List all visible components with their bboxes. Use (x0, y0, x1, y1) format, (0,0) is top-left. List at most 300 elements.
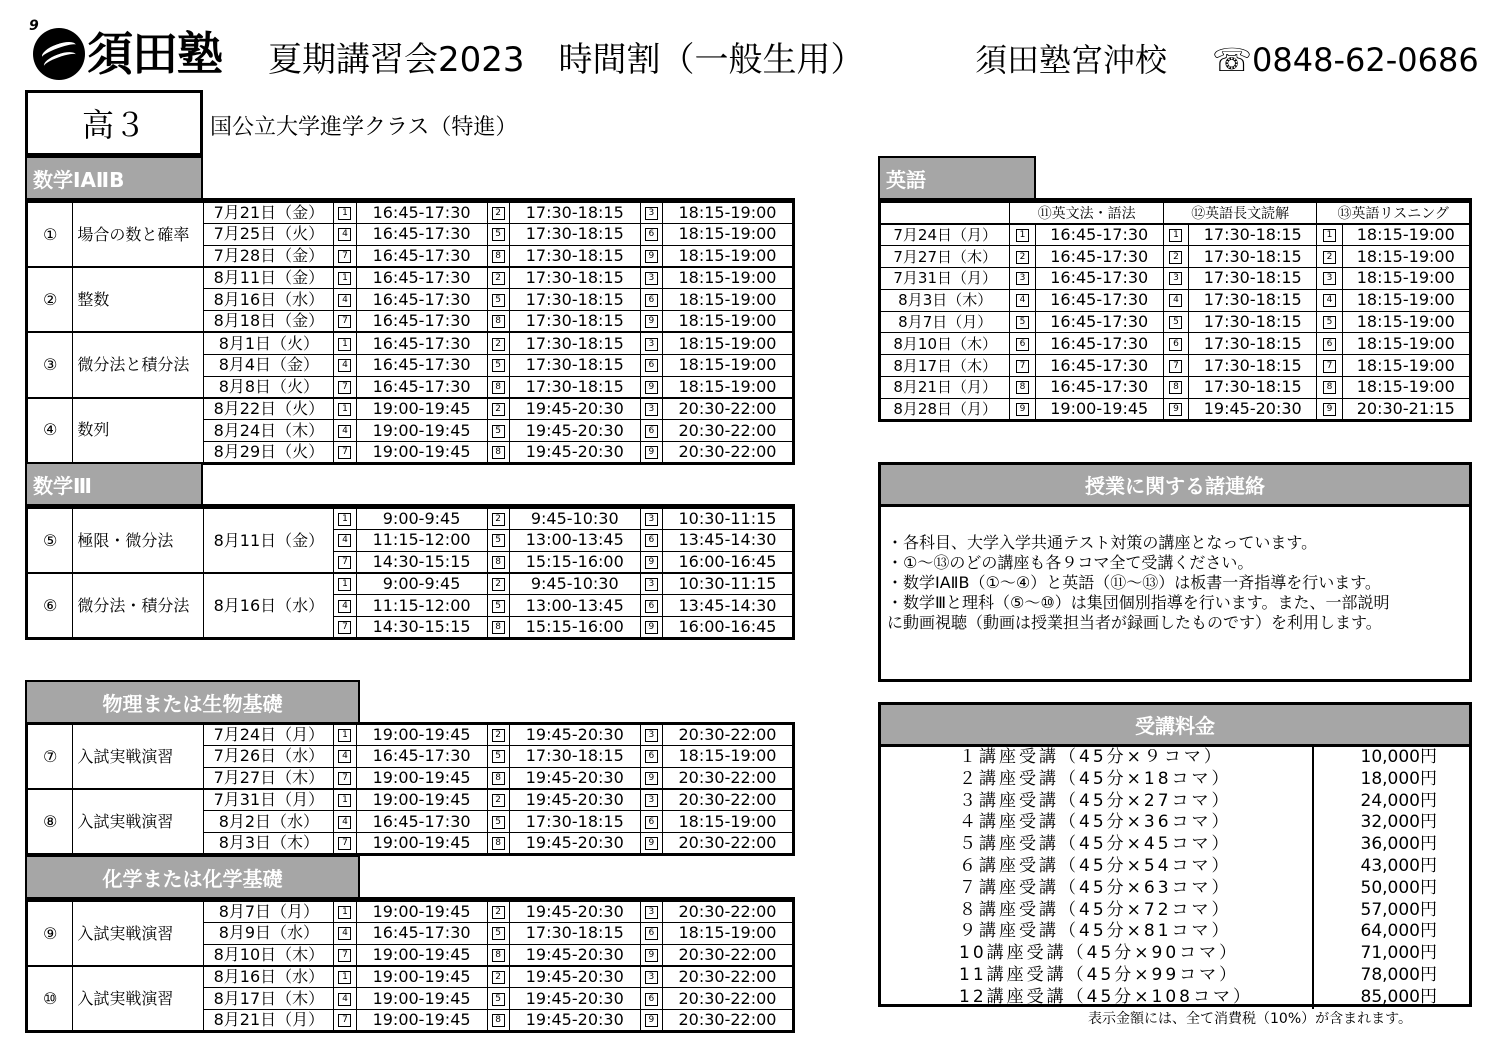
slot-number (640, 508, 662, 530)
slot-time: 17:30-18:15 (1189, 355, 1317, 377)
slot-number-box: 5 (1016, 316, 1029, 329)
slot-number (487, 354, 509, 376)
slot-time: 19:45-20:30 (509, 441, 640, 463)
slot-number-box: 3 (645, 513, 658, 526)
slot-number-box: 8 (1323, 381, 1336, 394)
slot-number-box: 3 (645, 403, 658, 416)
course-topic: 場合の数と確率 (73, 202, 204, 268)
slot-number-box: 8 (492, 621, 505, 634)
slot-time: 17:30-18:15 (509, 202, 640, 224)
session-date: 7月31日（月） (880, 268, 1010, 290)
slot-time: 16:45-17:30 (1035, 333, 1163, 355)
slot-number-box: 1 (338, 207, 351, 220)
slot-number (334, 441, 356, 463)
slot-number (640, 551, 662, 573)
slot-number-box: 7 (338, 381, 351, 394)
slot-number (487, 267, 509, 289)
slot-number (640, 332, 662, 354)
slot-time: 19:45-20:30 (509, 988, 640, 1010)
slot-time: 20:30-22:00 (662, 767, 793, 789)
table-row (27, 789, 794, 811)
column-header: ⑬英語リスニング (1317, 202, 1471, 225)
slot-number-box: 8 (492, 250, 505, 263)
slot-number-box: 9 (1323, 403, 1336, 416)
slot-number-box: 2 (492, 794, 505, 807)
session-date: 8月24日（木） (204, 420, 334, 442)
slot-number-box: 9 (645, 772, 658, 785)
slot-number-box: 5 (1323, 316, 1336, 329)
fee-header: 受講料金 (881, 705, 1469, 747)
slot-number (1163, 377, 1188, 399)
fee-amount: 10,000円 (1360, 747, 1437, 767)
session-date: 7月21日（金） (204, 202, 334, 224)
slot-number-box: 1 (338, 971, 351, 984)
slot-time: 19:00-19:45 (356, 901, 487, 923)
slot-number-box: 1 (338, 794, 351, 807)
session-date: 8月3日（木） (880, 289, 1010, 311)
slot-time: 17:30-18:15 (509, 376, 640, 398)
course-topic: 数列 (73, 398, 204, 464)
session-date: 8月1日（火） (204, 332, 334, 354)
notes-header: 授業に関する諸連絡 (881, 465, 1469, 507)
slot-number (487, 944, 509, 966)
slot-number (487, 245, 509, 267)
slot-time: 16:45-17:30 (356, 811, 487, 833)
slot-number (487, 420, 509, 442)
slot-number-box: 3 (645, 794, 658, 807)
slot-number-box: 1 (1323, 229, 1336, 242)
slot-time: 18:15-19:00 (662, 746, 793, 768)
slot-number (487, 811, 509, 833)
slot-number (487, 789, 509, 811)
slot-number-box: 7 (338, 949, 351, 962)
slot-time: 16:45-17:30 (1035, 311, 1163, 333)
slot-time: 17:30-18:15 (509, 354, 640, 376)
course-number: ③ (27, 332, 73, 397)
slot-number-box: 2 (492, 338, 505, 351)
fee-amount: 57,000円 (1360, 899, 1437, 920)
slot-number-box: 8 (492, 949, 505, 962)
table-row (27, 966, 794, 988)
slot-number-box: 6 (645, 359, 658, 372)
slot-number (640, 202, 662, 224)
slot-number-box: 5 (492, 359, 505, 372)
slot-number (334, 224, 356, 246)
slot-number (487, 746, 509, 768)
slot-number-box: 2 (1323, 251, 1336, 264)
slot-time: 19:45-20:30 (509, 420, 640, 442)
fee-amount: 24,000円 (1360, 790, 1437, 811)
session-date: 8月29日（火） (204, 441, 334, 463)
fee-amount: 32,000円 (1360, 812, 1437, 833)
slot-time: 17:30-18:15 (509, 224, 640, 246)
slot-number (1010, 246, 1035, 268)
note-line: に動画視聴（動画は授業担当者が録画したものです）を利用します。 (887, 613, 1382, 632)
slot-time: 14:30-15:15 (356, 617, 487, 639)
slot-number (1010, 355, 1035, 377)
slot-time: 9:45-10:30 (509, 573, 640, 595)
slot-number (1317, 289, 1342, 311)
slot-number (640, 441, 662, 463)
logo-mark-icon (33, 28, 85, 80)
slot-number-box: 9 (645, 446, 658, 459)
slot-number-box: 4 (338, 534, 351, 547)
slot-number-box: 4 (338, 359, 351, 372)
section-header-chem: 化学または化学基礎 (25, 855, 360, 899)
session-date: 7月24日（月） (880, 224, 1010, 246)
slot-number-box: 9 (645, 949, 658, 962)
fee-box (878, 702, 1472, 1007)
slot-number (334, 767, 356, 789)
slot-number (334, 1010, 356, 1032)
slot-time: 18:15-19:00 (1342, 355, 1470, 377)
slot-number-box: 8 (492, 1014, 505, 1027)
slot-number-box: 9 (645, 837, 658, 850)
slot-number (640, 354, 662, 376)
slot-number-box: 8 (1016, 381, 1029, 394)
note-line: ・数学Ⅲと理科（⑤～⑩）は集団個別指導を行います。また、一部説明 (887, 593, 1390, 612)
fee-amount: 18,000円 (1360, 768, 1437, 789)
phone-number: ☏0848-62-0686 (1212, 41, 1479, 79)
school-name: 須田塾宮沖校 (975, 41, 1168, 79)
slot-number-box: 3 (1169, 272, 1182, 285)
grade-label: 高３ (25, 90, 203, 156)
slot-time: 17:30-18:15 (509, 923, 640, 945)
slot-time: 19:45-20:30 (1189, 398, 1317, 420)
slot-number (487, 595, 509, 617)
slot-number-box: 8 (492, 556, 505, 569)
slot-time: 20:30-22:00 (662, 833, 793, 855)
fee-label: １講座受講（45分×９コマ） (959, 747, 1224, 767)
slot-number-box: 7 (1016, 360, 1029, 373)
slot-time: 16:45-17:30 (356, 376, 487, 398)
slot-number-box: 4 (338, 750, 351, 763)
slot-number (487, 202, 509, 224)
slot-time: 19:45-20:30 (509, 767, 640, 789)
slot-number (487, 441, 509, 463)
slot-time: 20:30-22:00 (662, 724, 793, 746)
slot-number (334, 988, 356, 1010)
session-date: 8月10日（木） (880, 333, 1010, 355)
slot-number (487, 988, 509, 1010)
slot-number (1163, 311, 1188, 333)
slot-time: 20:30-22:00 (662, 944, 793, 966)
slot-time: 18:15-19:00 (662, 923, 793, 945)
slot-number (640, 420, 662, 442)
course-number: ① (27, 202, 73, 268)
slot-number (640, 966, 662, 988)
slot-number-box: 9 (1169, 403, 1182, 416)
slot-time: 10:30-11:15 (662, 573, 793, 595)
slot-number-box: 3 (645, 338, 658, 351)
slot-number-box: 7 (338, 250, 351, 263)
slot-number (487, 551, 509, 573)
slot-time: 18:15-19:00 (662, 811, 793, 833)
session-date: 7月28日（金） (204, 245, 334, 267)
table-row (27, 573, 794, 595)
slot-number (640, 289, 662, 311)
slot-number-box: 1 (338, 906, 351, 919)
slot-number-box: 7 (338, 315, 351, 328)
slot-number-box: 6 (645, 294, 658, 307)
slot-time: 18:15-19:00 (1342, 224, 1470, 246)
slot-number-box: 4 (338, 425, 351, 438)
slot-time: 19:00-19:45 (356, 1010, 487, 1032)
slot-time: 13:45-14:30 (662, 595, 793, 617)
slot-time: 18:15-19:00 (662, 354, 793, 376)
slot-time: 20:30-21:15 (1342, 398, 1470, 420)
slot-number-box: 8 (492, 446, 505, 459)
slot-number (640, 245, 662, 267)
slot-time: 18:15-19:00 (662, 311, 793, 333)
slot-number-box: 6 (645, 816, 658, 829)
slot-number (1163, 268, 1188, 290)
fee-label: ２講座受講（45分×18コマ） (959, 768, 1232, 789)
slot-number-box: 6 (645, 534, 658, 547)
slot-number (640, 376, 662, 398)
course-name: 国公立大学進学クラス（特進） (210, 115, 518, 140)
slot-time: 20:30-22:00 (662, 420, 793, 442)
slot-number-box: 9 (645, 621, 658, 634)
slot-number-box: 4 (338, 816, 351, 829)
slot-number-box: 5 (492, 600, 505, 613)
slot-number (1010, 398, 1035, 420)
slot-time: 16:45-17:30 (356, 746, 487, 768)
slot-time: 19:00-19:45 (356, 833, 487, 855)
slot-number-box: 7 (1169, 360, 1182, 373)
slot-time: 18:15-19:00 (662, 224, 793, 246)
slot-number (334, 311, 356, 333)
slot-time: 18:15-19:00 (1342, 377, 1470, 399)
slot-time: 19:00-19:45 (356, 724, 487, 746)
slot-number (1317, 398, 1342, 420)
slot-number-box: 7 (338, 446, 351, 459)
slot-number (640, 724, 662, 746)
slot-time: 19:00-19:45 (356, 441, 487, 463)
slot-number-box: 6 (645, 228, 658, 241)
slot-time: 11:15-12:00 (356, 595, 487, 617)
slot-number (334, 420, 356, 442)
slot-number-box: 2 (492, 207, 505, 220)
slot-time: 16:00-16:45 (662, 551, 793, 573)
slot-number (334, 289, 356, 311)
slot-number (334, 944, 356, 966)
slot-time: 19:45-20:30 (509, 966, 640, 988)
slot-number (640, 224, 662, 246)
slot-time: 19:45-20:30 (509, 789, 640, 811)
slot-number-box: 2 (1169, 251, 1182, 264)
slot-time: 16:45-17:30 (1035, 289, 1163, 311)
slot-time: 20:30-22:00 (662, 441, 793, 463)
slot-number-box: 9 (645, 1014, 658, 1027)
slot-number-box: 6 (645, 750, 658, 763)
slot-time: 18:15-19:00 (662, 202, 793, 224)
slot-time: 18:15-19:00 (1342, 333, 1470, 355)
slot-number (1317, 311, 1342, 333)
course-topic: 入試実戦演習 (73, 789, 204, 855)
slot-number (334, 573, 356, 595)
slot-number-box: 2 (492, 729, 505, 742)
course-number: ⑦ (27, 724, 73, 790)
chem-schedule-table (25, 899, 795, 1033)
slot-time: 18:15-19:00 (662, 289, 793, 311)
table-row (27, 202, 794, 224)
slot-time: 18:15-19:00 (662, 376, 793, 398)
note-line: ・各科目、大学入学共通テスト対策の講座となっています。 (887, 533, 1318, 552)
logo-number: 9 (29, 18, 39, 34)
table-row (27, 724, 794, 746)
slot-number (487, 376, 509, 398)
slot-time: 9:00-9:45 (356, 508, 487, 530)
slot-number (640, 398, 662, 420)
slot-number-box: 6 (1016, 338, 1029, 351)
slot-time: 20:30-22:00 (662, 988, 793, 1010)
slot-time: 18:15-19:00 (662, 267, 793, 289)
session-date: 8月7日（月） (204, 901, 334, 923)
slot-number-box: 4 (338, 993, 351, 1006)
slot-number (334, 398, 356, 420)
session-date: 7月26日（水） (204, 746, 334, 768)
course-number: ⑩ (27, 966, 73, 1032)
slot-time: 13:45-14:30 (662, 530, 793, 552)
slot-number-box: 5 (492, 993, 505, 1006)
slot-number (640, 944, 662, 966)
slot-number-box: 8 (1169, 381, 1182, 394)
slot-number-box: 4 (1169, 294, 1182, 307)
course-topic: 入試実戦演習 (73, 724, 204, 790)
fee-labels (881, 747, 1314, 1009)
slot-time: 17:30-18:15 (1189, 268, 1317, 290)
page-title: 夏期講習会2023 時間割（一般生用） (268, 40, 865, 80)
table-row (880, 246, 1471, 268)
slot-number-box: 4 (338, 228, 351, 241)
slot-number-box: 8 (492, 381, 505, 394)
slot-time: 14:30-15:15 (356, 551, 487, 573)
slot-number (487, 966, 509, 988)
slot-number-box: 5 (1169, 316, 1182, 329)
fee-label: ４講座受講（45分×36コマ） (959, 812, 1232, 833)
slot-number (487, 530, 509, 552)
slot-time: 10:30-11:15 (662, 508, 793, 530)
slot-time: 19:45-20:30 (509, 1010, 640, 1032)
slot-time: 16:45-17:30 (356, 224, 487, 246)
slot-number (1163, 246, 1188, 268)
slot-number-box: 1 (338, 513, 351, 526)
table-row (880, 398, 1471, 420)
slot-time: 13:00-13:45 (509, 595, 640, 617)
slot-number (334, 966, 356, 988)
table-row (880, 224, 1471, 246)
slot-number-box: 4 (338, 600, 351, 613)
slot-number (487, 901, 509, 923)
slot-number-box: 6 (645, 927, 658, 940)
slot-number-box: 7 (338, 621, 351, 634)
slot-number (1317, 377, 1342, 399)
slot-number (640, 923, 662, 945)
slot-number-box: 3 (645, 906, 658, 919)
fee-label: ６講座受講（45分×54コマ） (959, 855, 1232, 876)
note-line: ・数学ⅠAⅡB（①～④）と英語（⑪～⑬）は板書一斉指導を行います。 (887, 573, 1381, 592)
slot-number (1317, 246, 1342, 268)
slot-number (1317, 333, 1342, 355)
slot-number-box: 4 (338, 927, 351, 940)
slot-number (487, 289, 509, 311)
course-number: ⑧ (27, 789, 73, 855)
slot-number-box: 3 (645, 971, 658, 984)
slot-number-box: 9 (645, 250, 658, 263)
slot-time: 17:30-18:15 (509, 311, 640, 333)
fee-amount: 64,000円 (1360, 921, 1437, 942)
section-header-math1: 数学ⅠAⅡB (25, 156, 203, 200)
table-row (880, 333, 1471, 355)
fee-amount: 85,000円 (1360, 986, 1437, 1007)
slot-time: 16:45-17:30 (356, 354, 487, 376)
fee-values (1314, 747, 1469, 1009)
slot-number (1163, 333, 1188, 355)
slot-number-box: 5 (492, 816, 505, 829)
slot-time: 19:00-19:45 (356, 966, 487, 988)
slot-time: 19:45-20:30 (509, 724, 640, 746)
slot-time: 19:00-19:45 (356, 398, 487, 420)
slot-number (487, 311, 509, 333)
slot-number (334, 354, 356, 376)
session-date: 8月22日（火） (204, 398, 334, 420)
session-date: 7月25日（火） (204, 224, 334, 246)
session-date: 7月24日（月） (204, 724, 334, 746)
slot-number (487, 1010, 509, 1032)
slot-number (1317, 268, 1342, 290)
fee-label: ８講座受講（45分×72コマ） (959, 899, 1232, 920)
slot-number (334, 551, 356, 573)
logo-name: 須田塾 (87, 27, 222, 81)
slot-number (640, 1010, 662, 1032)
slot-number-box: 6 (1323, 338, 1336, 351)
slot-number (1163, 289, 1188, 311)
session-date: 8月8日（火） (204, 376, 334, 398)
session-date: 8月10日（木） (204, 944, 334, 966)
slot-number-box: 9 (645, 556, 658, 569)
fee-label: ３講座受講（45分×27コマ） (959, 790, 1232, 811)
slot-number (640, 901, 662, 923)
session-date: 8月9日（水） (204, 923, 334, 945)
slot-number-box: 3 (645, 729, 658, 742)
table-row (880, 289, 1471, 311)
slot-number (1317, 355, 1342, 377)
table-row (880, 377, 1471, 399)
slot-time: 16:45-17:30 (356, 332, 487, 354)
slot-time: 16:45-17:30 (356, 267, 487, 289)
slot-number-box: 3 (645, 207, 658, 220)
course-topic: 極限・微分法 (73, 508, 204, 574)
slot-number (640, 746, 662, 768)
slot-time: 17:30-18:15 (1189, 377, 1317, 399)
slot-number (334, 332, 356, 354)
session-date: 8月18日（金） (204, 311, 334, 333)
slot-number-box: 6 (645, 993, 658, 1006)
slot-time: 15:15-16:00 (509, 551, 640, 573)
section-header-physics: 物理または生物基礎 (25, 680, 360, 724)
slot-number-box: 1 (1169, 229, 1182, 242)
course-number: ② (27, 267, 73, 332)
slot-time: 9:45-10:30 (509, 508, 640, 530)
slot-number-box: 7 (338, 556, 351, 569)
slot-number-box: 2 (492, 272, 505, 285)
course-number: ⑨ (27, 901, 73, 967)
slot-number-box: 2 (1016, 251, 1029, 264)
slot-number (640, 311, 662, 333)
slot-number-box: 1 (338, 403, 351, 416)
slot-time: 16:45-17:30 (356, 923, 487, 945)
